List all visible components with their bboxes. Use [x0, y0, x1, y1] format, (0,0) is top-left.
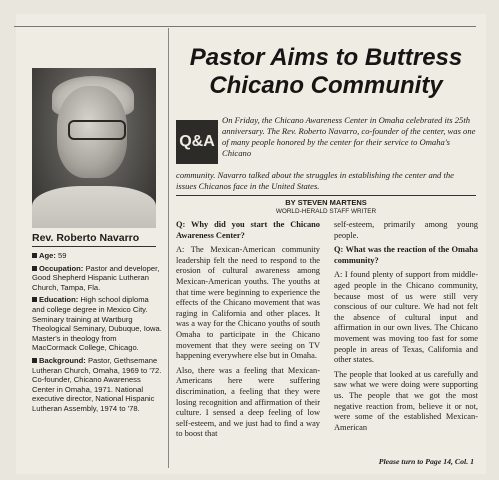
bio-text: High school diploma and college degree in Mexico City. Seminary training at Wartburg Theological Seminary, Dubuque, Iowa. Master's in theology from MacCormack College, Chicago.	[32, 295, 162, 353]
bio-background	[32, 356, 162, 414]
article-column-1	[176, 220, 320, 444]
intro-text: On Friday, the Chicano Awareness Center in Omaha celebrated its 25th anniversary. The Rev. Roberto Navarro, co-founder of the center, was one of many people honored by the center for their service to Omaha's Chicano	[222, 115, 476, 158]
bio-education	[32, 295, 162, 353]
bio-box	[32, 251, 162, 417]
bio-occupation	[32, 264, 162, 293]
byline-name: BY STEVEN MARTENS	[285, 198, 367, 207]
paragraph: The people that looked at us carefully and saw what we were doing were supporting us. The people that we got the most negative reaction from, believe it or not, were some of the established Mexican-American	[334, 369, 478, 432]
caption-rule	[32, 246, 156, 247]
qa-badge: Q&A	[176, 120, 218, 164]
photo-caption: Rev. Roberto Navarro	[32, 232, 140, 244]
question-2: Q: What was the reaction of the Omaha community?	[334, 245, 478, 265]
portrait-shirt	[32, 186, 156, 228]
paragraph: self-esteem, primarily among young people.	[334, 220, 478, 240]
bio-label: Background:	[39, 355, 86, 365]
intro-text-continued: community. Navarro talked about the struggles in establishing the center and the issues Chicanos face in the United States.	[176, 170, 454, 191]
continue-note: Please turn to Page 14, Col. 1	[378, 457, 474, 466]
headline-line2: Chicano Community	[209, 72, 443, 99]
bullet-square-icon	[32, 266, 37, 271]
top-rule	[14, 26, 476, 27]
column-divider	[168, 28, 169, 468]
bio-text: Pastor, Gethsemane Lutheran Church, Omaha, 1969 to '72. Co-founder, Chicano Awareness Center in Omaha, 1971. National executive director, National Hispanic Lutheran Assembly, 1974 to '78.	[32, 355, 162, 413]
byline-rule	[176, 195, 476, 196]
portrait-photo	[32, 68, 156, 228]
answer-1: A: The Mexican-American community leadership felt the need to respond to the erosion of cultural awareness among Mexican-American youths. The youths at that time were beginning to experience the effects of the Chicano movement that was raging in California and other places. It was a way for the Chicano youths of south Omaha to participate in the Chicano movement that they were seeing on TV happening everywhere else but in Omaha.	[176, 245, 320, 361]
bio-text: 59	[58, 251, 67, 260]
paragraph: Also, there was a feeling that Mexican-Americans here were suffering discrimination, a feeling that they were losing recognition and affirmation of their culture. I sensed a deep feeling of low self-esteem, and we just had to find a way to boost that	[176, 365, 320, 439]
byline	[176, 198, 476, 216]
byline-role: WORLD-HERALD STAFF WRITER	[275, 208, 377, 215]
bio-label: Age:	[39, 251, 56, 260]
bullet-square-icon	[32, 358, 37, 363]
headline	[176, 44, 476, 100]
portrait-glasses	[68, 120, 126, 140]
bio-label: Education:	[39, 295, 79, 305]
article-column-2	[334, 220, 478, 437]
answer-2: A: I found plenty of support from middle-aged people in the Chicano community, because most of us were still very conscious of our culture. We had not felt the absence of cultural input and affirmation in our own lives. The Chicano movement was moving too fast for some people in areas of Texas, California and other states.	[334, 270, 478, 365]
bullet-square-icon	[32, 297, 37, 302]
headline-line1: Pastor Aims to Buttress	[189, 44, 463, 71]
bio-age	[32, 251, 162, 261]
bio-text: Pastor and developer, Good Shepherd Hispanic Lutheran Church, Tampa, Fla.	[32, 263, 160, 292]
bio-label: Occupation:	[39, 263, 84, 273]
question-1: Q: Why did you start the Chicano Awareness Center?	[176, 220, 320, 240]
bullet-square-icon	[32, 253, 37, 258]
